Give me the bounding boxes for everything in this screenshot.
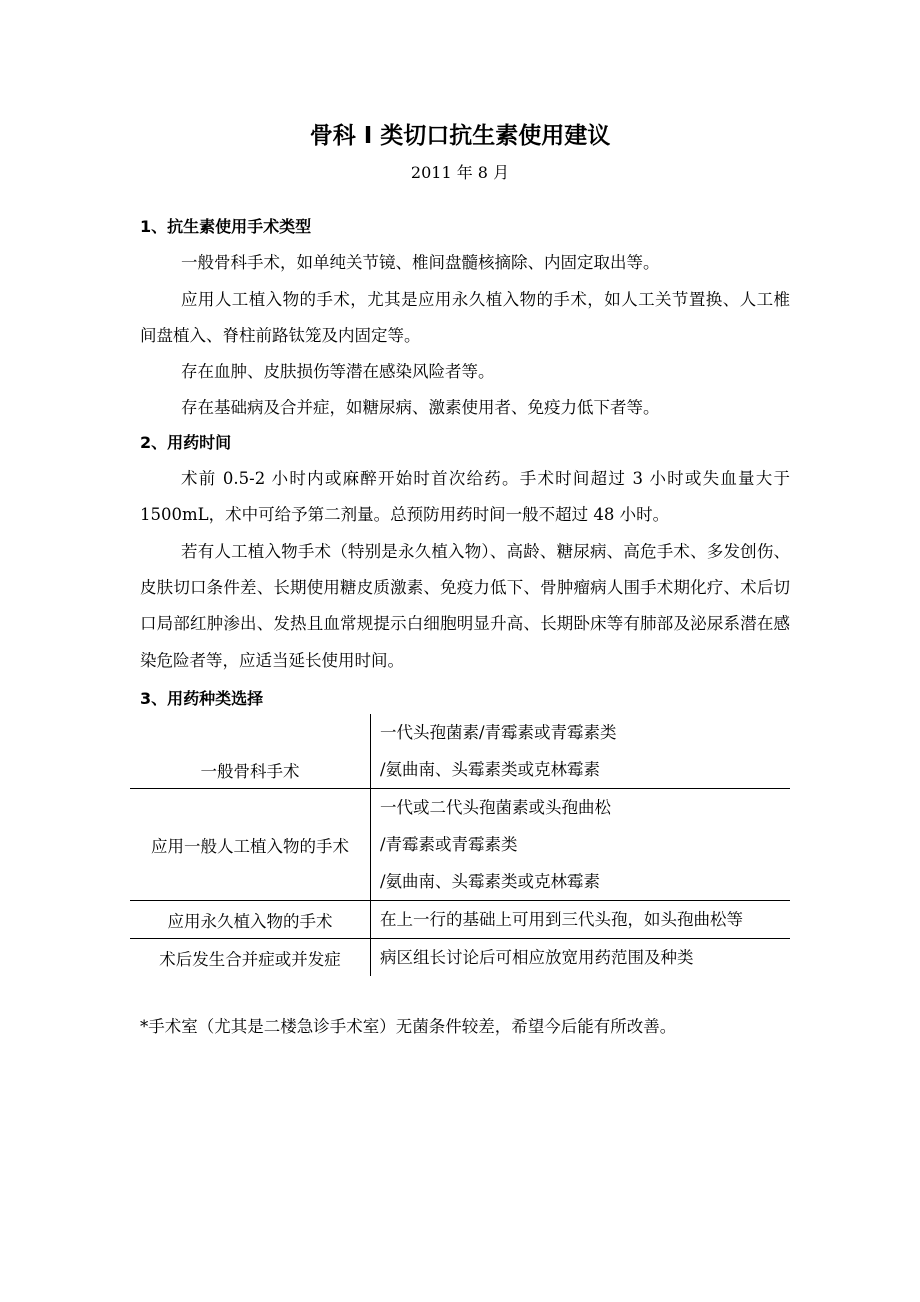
drug-selection-table xyxy=(130,714,790,976)
footnote: *手术室（尤其是二楼急诊手术室）无菌条件较差，希望今后能有所改善。 xyxy=(140,1017,677,1036)
table-cell-recommendation xyxy=(371,714,791,789)
recommendation-line: 一代或二代头孢菌素或头孢曲松 xyxy=(380,798,611,817)
table-row xyxy=(130,939,790,977)
recommendation-line: /青霉素或青霉素类 xyxy=(380,835,518,854)
table-row xyxy=(130,901,790,939)
recommendation-line: /氨曲南、头霉素类或克林霉素 xyxy=(380,760,601,779)
document-date: 2011 年 8 月 xyxy=(410,163,510,182)
recommendation-line: 一代头孢菌素/青霉素或青霉素类 xyxy=(380,723,617,742)
table-cell-recommendation xyxy=(371,939,791,977)
table-row xyxy=(130,714,790,789)
paragraph-implant-surgery: 应用人工植入物的手术，尤其是应用永久植入物的手术，如人工关节置换、人工椎间盘植入、脊柱前路钛笼及内固定等。 xyxy=(140,290,790,346)
paragraph-comorbidities: 存在基础病及合并症，如糖尿病、激素使用者、免疫力低下者等。 xyxy=(181,398,660,417)
recommendation-line: 病区组长讨论后可相应放宽用药范围及种类 xyxy=(380,948,694,967)
paragraph-extended-use: 若有人工植入物手术（特别是永久植入物）、高龄、糖尿病、高危手术、多发创伤、皮肤切口条件差、长期使用糖皮质激素、免疫力低下、骨肿瘤病人围手术期化疗、术后切口局部红肿渗出、发热且血常规提示白细胞明显升高、长期卧床等有肺部及泌尿系潜在感染危险者等，应适当延长使用时间。 xyxy=(140,542,790,670)
paragraph-hematoma-risk: 存在血肿、皮肤损伤等潜在感染风险者等。 xyxy=(181,362,495,381)
table-cell-category: 应用一般人工植入物的手术 xyxy=(130,789,371,901)
table-cell-recommendation xyxy=(371,789,791,901)
paragraph-general-surgery: 一般骨科手术，如单纯关节镜、椎间盘髓核摘除、内固定取出等。 xyxy=(181,253,660,272)
section-heading-drug-selection: 3、用药种类选择 xyxy=(140,689,264,708)
section-heading-timing: 2、用药时间 xyxy=(140,433,232,452)
table-cell-recommendation xyxy=(371,901,791,939)
table-cell-category: 一般骨科手术 xyxy=(130,714,371,789)
table-cell-category: 应用永久植入物的手术 xyxy=(130,901,371,939)
recommendation-line: /氨曲南、头霉素类或克林霉素 xyxy=(380,872,601,891)
recommendation-line: 在上一行的基础上可用到三代头孢，如头孢曲松等 xyxy=(380,910,743,929)
table-row xyxy=(130,789,790,901)
section-heading-surgery-types: 1、抗生素使用手术类型 xyxy=(140,217,312,236)
paragraph-timing-dosing: 术前 0.5-2 小时内或麻醉开始时首次给药。手术时间超过 3 小时或失血量大于 1500mL，术中可给予第二剂量。总预防用药时间一般不超过 48 小时。 xyxy=(140,469,790,525)
document-title: 骨科 I 类切口抗生素使用建议 xyxy=(309,123,611,149)
table-cell-category: 术后发生合并症或并发症 xyxy=(130,939,371,977)
